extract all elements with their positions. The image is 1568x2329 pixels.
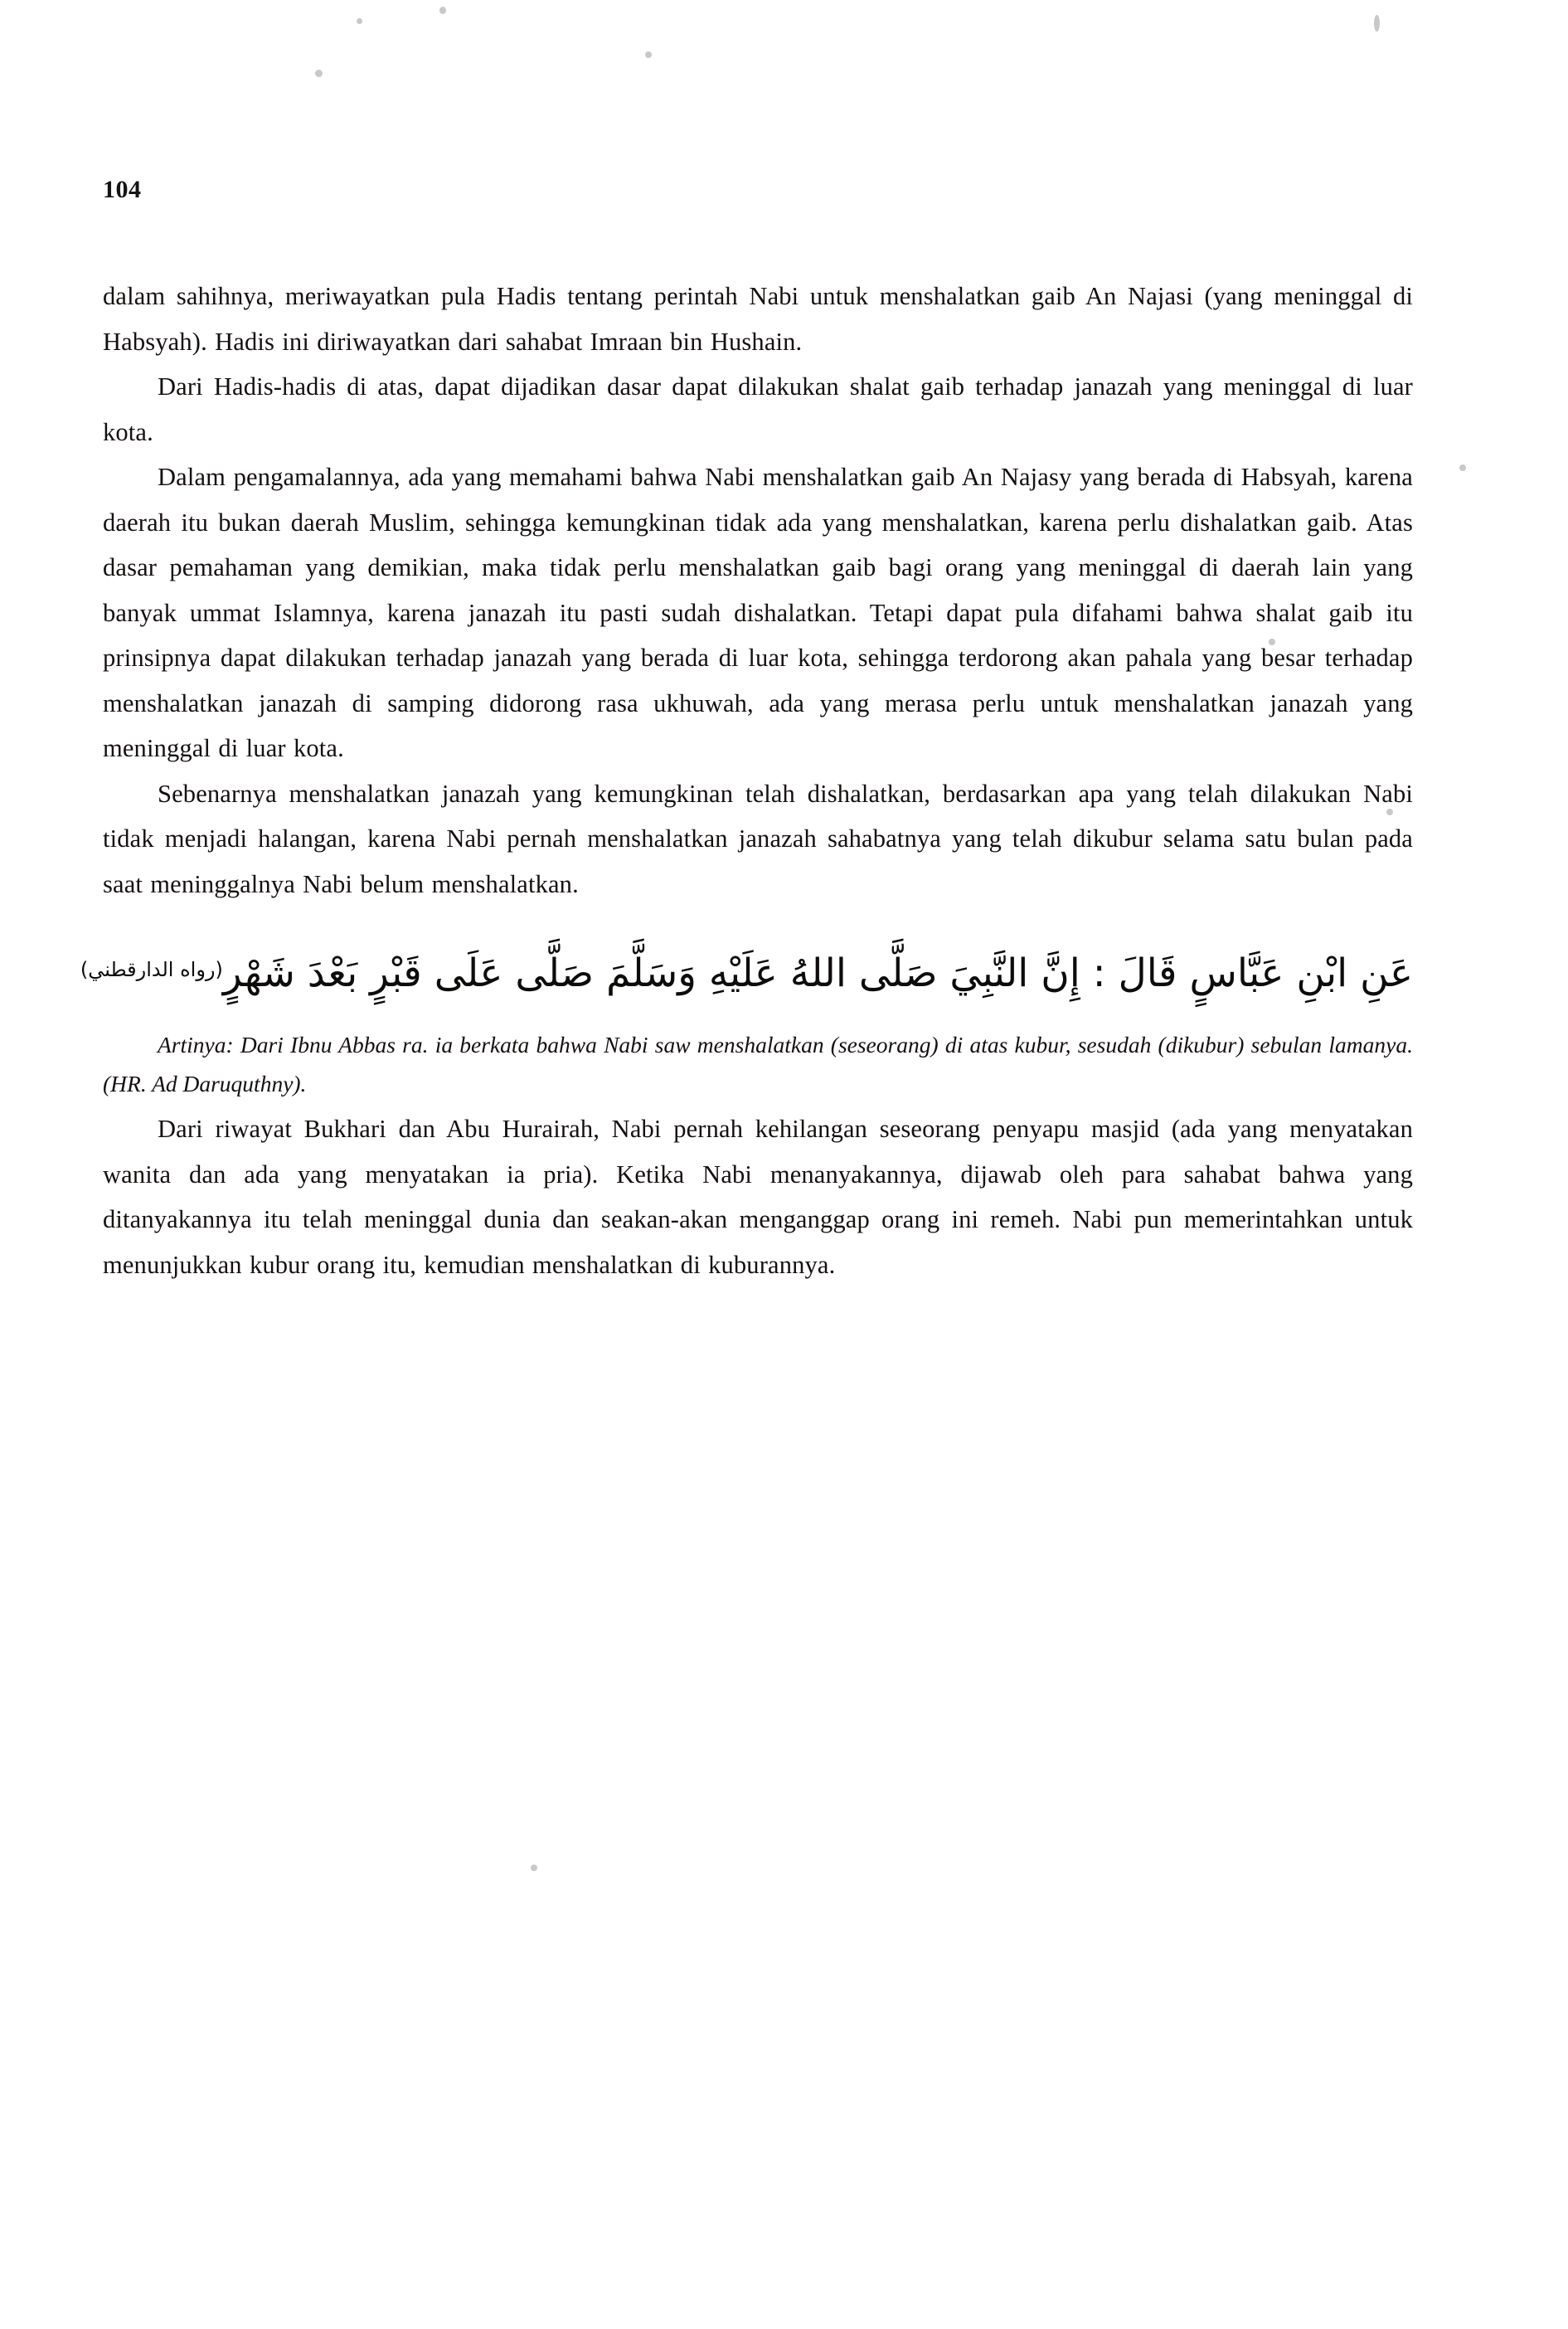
arabic-hadith-source: (رواه الدارقطني): [80, 958, 223, 981]
arabic-hadith-quote: [80, 936, 1413, 1007]
scan-speck: [1459, 464, 1466, 471]
arabic-hadith-text: عَنِ ابْنِ عَبَّاسٍ قَالَ : إِنَّ النَّبِيَ صَلَّى اللهُ عَلَيْهِ وَسَلَّمَ صَلَّى عَلَى قَبْرٍ بَعْدَ شَهْرٍ: [222, 951, 1413, 996]
document-body: [80, 274, 1413, 1287]
scan-speck: [357, 18, 362, 24]
paragraph-4: Sebenarnya menshalatkan janazah yang kemungkinan telah dishalatkan, berdasarkan apa yang telah dilakukan Nabi tidak menjadi halangan, karena Nabi pernah menshalatkan janazah sahabatnya yang telah dikubur selama satu bulan pada saat meninggalnya Nabi belum menshalatkan.: [103, 779, 1413, 898]
scan-speck: [645, 51, 652, 58]
scan-speck: [315, 70, 323, 77]
page-number: 104: [103, 176, 142, 203]
scan-speck: [439, 7, 446, 14]
paragraph-1: dalam sahihnya, meriwayatkan pula Hadis tentang perintah Nabi untuk menshalatkan gaib An Najasi (yang meninggal di Habsyah). Hadis ini diriwayatkan dari sahabat Imraan bin Hushain.: [103, 282, 1413, 356]
paragraph-2: Dari Hadis-hadis di atas, dapat dijadikan dasar dapat dilakukan shalat gaib terhadap janazah yang meninggal di luar kota.: [103, 372, 1413, 446]
scan-speck: [531, 1865, 537, 1871]
paragraph-closing: Dari riwayat Bukhari dan Abu Hurairah, Nabi pernah kehilangan seseorang penyapu masjid (ada yang menyatakan wanita dan ada yang menyatakan ia pria). Ketika Nabi menanyakannya, dijawab oleh para sahabat bahwa yang ditanyakannya itu telah meninggal dunia dan seakan-akan menganggap orang ini remeh. Nabi pun memerintahkan untuk menunjukkan kubur orang itu, kemudian menshalatkan di kuburannya.: [103, 1115, 1413, 1279]
paragraph-3: Dalam pengamalannya, ada yang memahami bahwa Nabi menshalatkan gaib An Najasy yang berada di Habsyah, karena daerah itu bukan daerah Muslim, sehingga kemungkinan tidak ada yang menshalatkan, karena perlu dishalatkan gaib. Atas dasar pemahaman yang demikian, maka tidak perlu menshalatkan gaib bagi orang yang meninggal di daerah lain yang banyak ummat Islamnya, karena janazah itu pasti sudah dishalatkan. Tetapi dapat pula difahami bahwa shalat gaib itu prinsipnya dapat dilakukan terhadap janazah yang berada di luar kota, sehingga terdorong akan pahala yang besar terhadap menshalatkan janazah di samping didorong rasa ukhuwah, ada yang merasa perlu untuk menshalatkan janazah yang meninggal di luar kota.: [103, 463, 1413, 762]
scan-speck: [1374, 15, 1380, 32]
translation-text: Artinya: Dari Ibnu Abbas ra. ia berkata bahwa Nabi saw menshalatkan (seseorang) di atas kubur, sesudah (dikubur) sebulan lamanya. (HR. Ad Daruquthny).: [103, 1032, 1413, 1096]
